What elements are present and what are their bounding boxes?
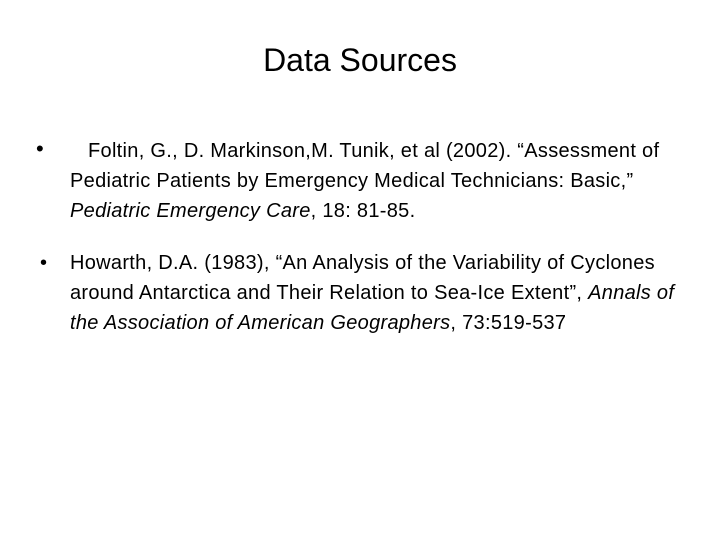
reference-item-howarth <box>36 248 684 338</box>
reference-text: Foltin, G., D. Markinson,M. Tunik, et al (2002). “Assessment of Pediatric Patients by Emergency Medical Technicians: Basic,” <box>70 140 660 192</box>
slide-title: Data Sources <box>263 42 457 78</box>
reference-citation: , 73:519-537 <box>450 312 567 334</box>
reference-list <box>36 136 684 338</box>
journal-title: Annals of the Association of American Geographers <box>70 282 675 334</box>
journal-title: Pediatric Emergency Care <box>70 200 311 222</box>
reference-item-foltin <box>36 136 684 226</box>
reference-text: Howarth, D.A. (1983), “An Analysis of the Variability of Cyclones around Antarctica and Their Relation to Sea-Ice Extent”, <box>70 252 655 304</box>
bullet-icon: • <box>40 252 48 274</box>
bullet-icon: • <box>36 136 45 161</box>
reference-citation: , 18: 81-85. <box>310 200 416 222</box>
